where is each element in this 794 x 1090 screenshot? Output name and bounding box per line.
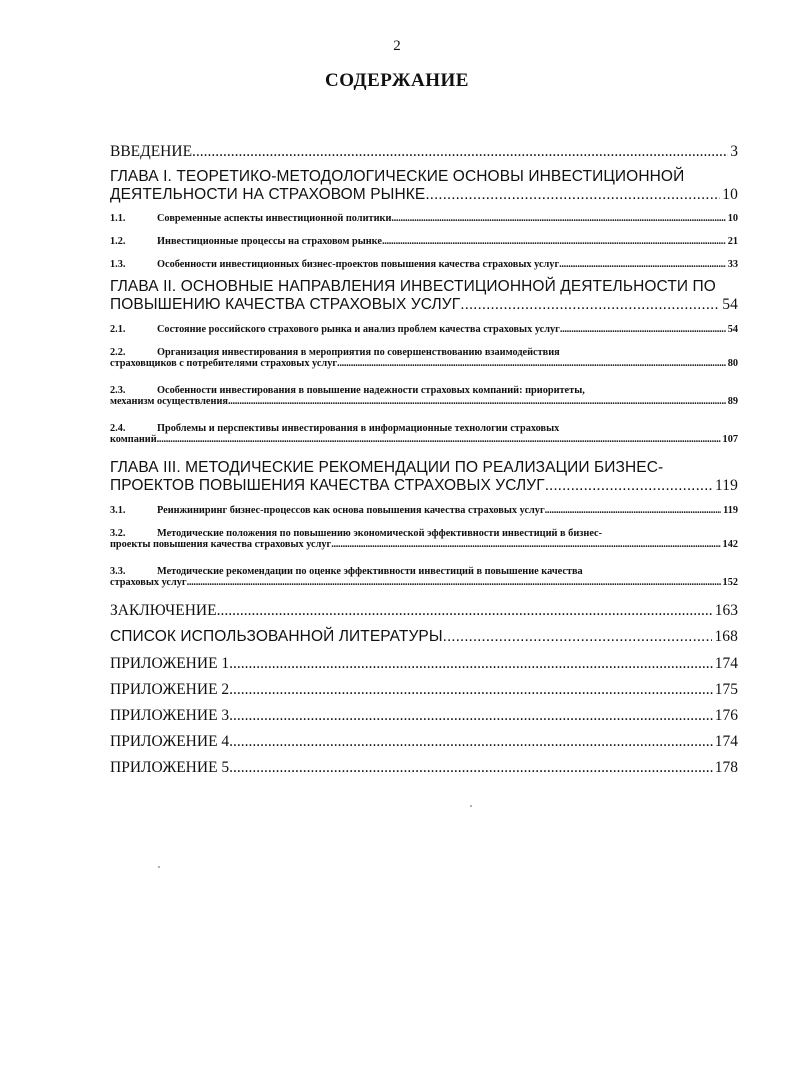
- toc-entry-chapter-1[interactable]: [110, 168, 738, 204]
- leader-dots: [192, 143, 728, 161]
- toc-page: 54: [722, 296, 738, 313]
- toc-label-cont: ПРОЕКТОВ ПОВЫШЕНИЯ КАЧЕСТВА СТРАХОВЫХ УСЛУГ: [110, 477, 545, 494]
- page-number: 2: [393, 38, 401, 54]
- toc-label: Методические рекомендации по оценке эффективности инвестиций в повышение качества: [157, 566, 583, 577]
- toc-label: Особенности инвестирования в повышение надежности страховых компаний: приоритеты,: [157, 385, 585, 396]
- section-number: 2.3.: [110, 385, 126, 396]
- toc-label-cont: механизм осуществления: [110, 396, 228, 407]
- toc-entry-appendix-3[interactable]: [110, 707, 738, 725]
- toc-label-cont: ПОВЫШЕНИЮ КАЧЕСТВА СТРАХОВЫХ УСЛУГ: [110, 296, 461, 313]
- toc-page: 176: [714, 707, 738, 724]
- leader-dots: [187, 577, 721, 588]
- toc-page: 89: [727, 396, 738, 407]
- toc-page: 142: [722, 539, 738, 550]
- leader-dots: [382, 236, 726, 247]
- section-number: 3.3.: [110, 566, 126, 577]
- section-number: 2.1.: [110, 324, 126, 335]
- toc-label: Организация инвестирования в мероприятия по совершенствованию взаимодействия: [157, 347, 560, 358]
- toc-page: 175: [714, 681, 738, 698]
- section-number: 1.2.: [110, 236, 126, 247]
- toc-label: Реинжиниринг бизнес-процессов как основа повышения качества страховых услуг: [157, 505, 545, 516]
- toc-page: 168: [714, 628, 738, 645]
- toc-page: 10: [727, 213, 738, 224]
- toc-label-cont: страховщиков с потребителями страховых услуг: [110, 358, 338, 369]
- toc-label-cont: ДЕЯТЕЛЬНОСТИ НА СТРАХОВОМ РЫНКЕ: [110, 186, 426, 203]
- section-number: 2.2.: [110, 347, 126, 358]
- toc-entry-appendix-2[interactable]: [110, 681, 738, 699]
- leader-dots: [337, 358, 726, 369]
- leader-dots: [460, 296, 720, 314]
- toc-entry-conclusion[interactable]: [110, 602, 738, 620]
- toc-page: 174: [714, 733, 738, 750]
- scan-speck: [470, 805, 472, 807]
- toc-page: 119: [715, 477, 738, 494]
- toc-entry-section-2-4[interactable]: [110, 423, 738, 445]
- toc-page: 107: [722, 434, 738, 445]
- section-number: 1.3.: [110, 259, 126, 270]
- leader-dots: [217, 602, 713, 620]
- toc-label: ГЛАВА I. ТЕОРЕТИКО-МЕТОДОЛОГИЧЕСКИЕ ОСНОВЫ ИНВЕСТИЦИОННОЙ: [110, 168, 685, 185]
- toc-entry-references[interactable]: [110, 628, 738, 646]
- toc-page: 21: [727, 236, 738, 247]
- toc-label-cont: страховых услуг: [110, 577, 187, 588]
- toc-entry-chapter-3[interactable]: [110, 459, 738, 495]
- leader-dots: [228, 396, 726, 407]
- toc-page: 178: [714, 759, 738, 776]
- toc-label: Проблемы и перспективы инвестирования в информационные технологии страховых: [157, 423, 560, 434]
- toc-entry-intro[interactable]: [110, 143, 738, 161]
- leader-dots: [443, 628, 713, 646]
- toc-label: ВВЕДЕНИЕ: [110, 143, 193, 160]
- toc-label: СПИСОК ИСПОЛЬЗОВАННОЙ ЛИТЕРАТУРЫ: [110, 628, 443, 645]
- toc-page: 80: [727, 358, 738, 369]
- toc-entry-section-2-1[interactable]: [110, 324, 738, 335]
- toc-entry-section-3-3[interactable]: [110, 566, 738, 588]
- leader-dots: [229, 655, 713, 673]
- toc-label: ГЛАВА III. МЕТОДИЧЕСКИЕ РЕКОМЕНДАЦИИ ПО РЕАЛИЗАЦИИ БИЗНЕС-: [110, 459, 664, 476]
- toc-entry-appendix-1[interactable]: [110, 655, 738, 673]
- leader-dots: [425, 186, 720, 204]
- toc-label: ПРИЛОЖЕНИЕ 3: [110, 707, 230, 724]
- toc-page: 10: [722, 186, 738, 203]
- leader-dots: [229, 707, 713, 725]
- toc-entry-appendix-4[interactable]: [110, 733, 738, 751]
- leader-dots: [559, 259, 726, 270]
- toc-label-cont: компаний: [110, 434, 157, 445]
- leader-dots: [545, 505, 721, 516]
- toc-entry-section-2-3[interactable]: [110, 385, 738, 407]
- toc-label: Современные аспекты инвестиционной политики: [157, 213, 392, 224]
- section-number: 1.1.: [110, 213, 126, 224]
- toc-label: ГЛАВА II. ОСНОВНЫЕ НАПРАВЛЕНИЯ ИНВЕСТИЦИОННОЙ ДЕЯТЕЛЬНОСТИ ПО: [110, 278, 716, 295]
- toc-label: Особенности инвестиционных бизнес-проектов повышения качества страховых услуг: [157, 259, 560, 270]
- toc-entry-chapter-2[interactable]: [110, 278, 738, 314]
- toc-label: ПРИЛОЖЕНИЕ 1: [110, 655, 230, 672]
- toc-label: ПРИЛОЖЕНИЕ 5: [110, 759, 230, 776]
- leader-dots: [560, 324, 726, 335]
- leader-dots: [545, 477, 713, 495]
- leader-dots: [157, 434, 721, 445]
- toc-page: 163: [714, 602, 738, 619]
- section-number: 2.4.: [110, 423, 126, 434]
- toc-label: Состояние российского страхового рынка и анализ проблем качества страховых услуг: [157, 324, 560, 335]
- toc-entry-appendix-5[interactable]: [110, 759, 738, 777]
- toc-entry-section-1-2[interactable]: [110, 236, 738, 247]
- toc-entry-section-1-1[interactable]: [110, 213, 738, 224]
- toc-label: Методические положения по повышению экономической эффективности инвестиций в бизнес-: [157, 528, 603, 539]
- toc-page: 152: [722, 577, 738, 588]
- leader-dots: [229, 681, 713, 699]
- section-number: 3.2.: [110, 528, 126, 539]
- leader-dots: [229, 759, 713, 777]
- toc-page: 119: [723, 505, 738, 516]
- scan-speck: [158, 866, 160, 868]
- section-number: 3.1.: [110, 505, 126, 516]
- toc-label: ПРИЛОЖЕНИЕ 4: [110, 733, 230, 750]
- toc-entry-section-2-2[interactable]: [110, 347, 738, 369]
- toc-label: ЗАКЛЮЧЕНИЕ: [110, 602, 217, 619]
- page-title: СОДЕРЖАНИЕ: [325, 70, 469, 91]
- leader-dots: [331, 539, 720, 550]
- toc-entry-section-3-2[interactable]: [110, 528, 738, 550]
- toc-page: 174: [714, 655, 738, 672]
- toc-entry-section-3-1[interactable]: [110, 505, 738, 516]
- toc-label: ПРИЛОЖЕНИЕ 2: [110, 681, 230, 698]
- toc-label: Инвестиционные процессы на страховом рынке: [157, 236, 382, 247]
- toc-label-cont: проекты повышения качества страховых услуг: [110, 539, 332, 550]
- toc-entry-section-1-3[interactable]: [110, 259, 738, 270]
- toc-page: 3: [730, 143, 738, 160]
- leader-dots: [391, 213, 725, 224]
- toc-page: 33: [727, 259, 738, 270]
- leader-dots: [229, 733, 713, 751]
- toc-page: 54: [727, 324, 738, 335]
